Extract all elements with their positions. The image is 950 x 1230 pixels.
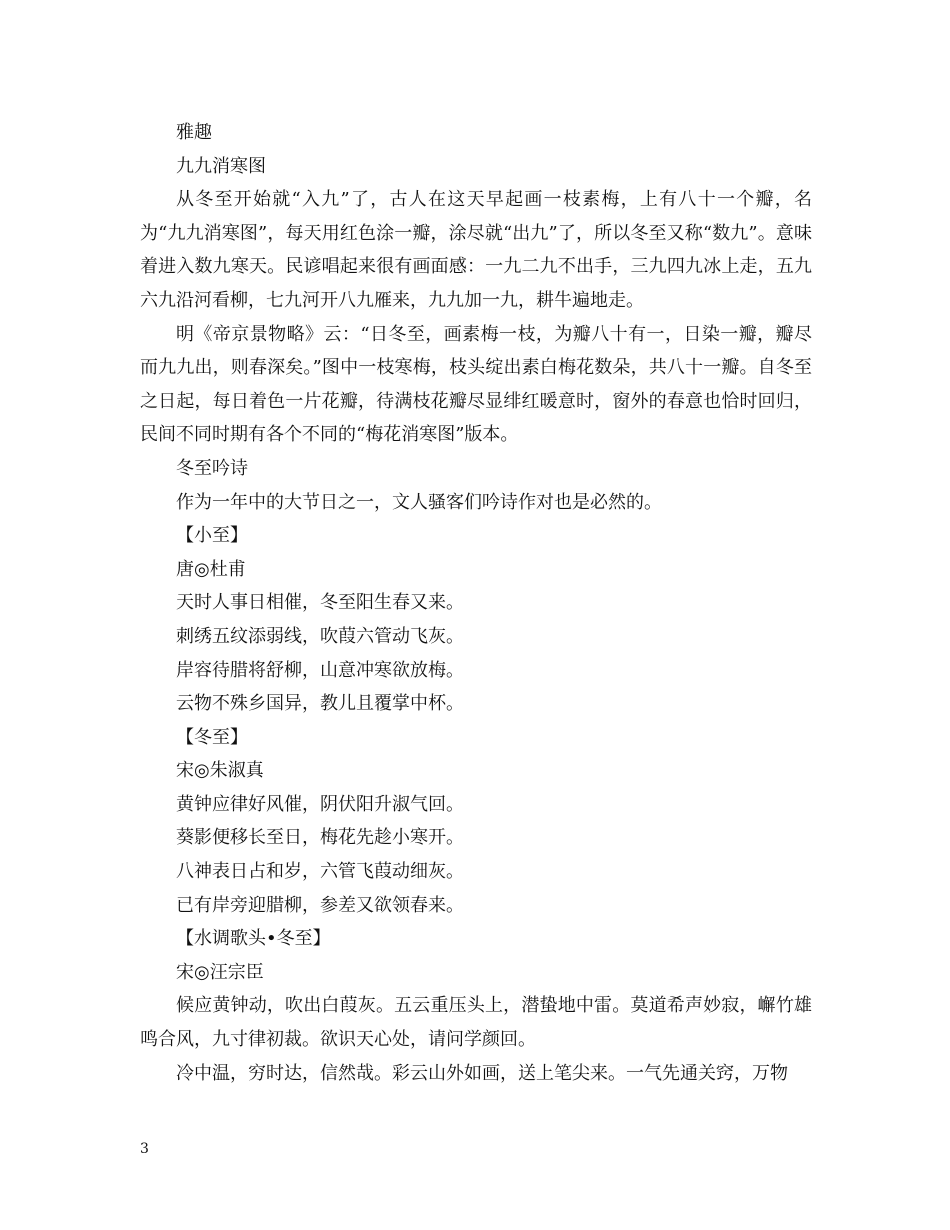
subheading-jiujiu-xiaohantu: 九九消寒图 bbox=[176, 155, 266, 177]
poem-line: 天时人事日相催，冬至阳生春又来。 bbox=[176, 592, 464, 614]
paragraph-intro-poems: 作为一年中的大节日之一，文人骚客们吟诗作对也是必然的。 bbox=[176, 491, 662, 513]
poem-author-wangzongchen: 宋◎汪宗臣 bbox=[176, 961, 264, 983]
poem-title-dongzhi: 【冬至】 bbox=[176, 726, 248, 748]
poem-line: 已有岸旁迎腊柳，参差又欲领春来。 bbox=[176, 894, 464, 916]
poem-line: 八神表日占和岁，六管飞葭动细灰。 bbox=[176, 861, 464, 883]
section-heading-yaqu: 雅趣 bbox=[176, 122, 212, 143]
poem-line: 黄钟应律好风催，阴伏阳升淑气回。 bbox=[176, 793, 464, 815]
subheading-dongzhi-yinshi: 冬至吟诗 bbox=[176, 457, 248, 479]
poem-line: 云物不殊乡国异，教儿且覆掌中杯。 bbox=[176, 693, 464, 715]
page-number: 3 bbox=[140, 1141, 149, 1157]
poem-title-xiaozhi: 【小至】 bbox=[176, 525, 248, 547]
poem-author-dufu: 唐◎杜甫 bbox=[176, 558, 246, 580]
document-body bbox=[140, 116, 812, 1090]
poem-title-shuidiao-getou: 【水调歌头•冬至】 bbox=[176, 928, 331, 950]
paragraph-shujiu: 从冬至开始就“入九”了，古人在这天早起画一枝素梅，上有八十一个瓣，名为“九九消寒图”，每天用红色涂一瓣，涂尽就“出九”了，所以冬至又称“数九”。意味着进入数九寒天。民谚唱起来很有画面感：一九二九不出手，三九四九冰上走，五九六九沿河看柳，七九河开八九雁来，九九加一九，耕牛遍地走。 bbox=[140, 189, 812, 311]
ci-stanza-2: 冷中温，穷时达，信然哉。彩云山外如画，送上笔尖来。一气先通关窍，万物 bbox=[176, 1062, 788, 1084]
poem-line: 刺绣五纹添弱线，吹葭六管动飞灰。 bbox=[176, 625, 464, 647]
poem-line: 岸容待腊将舒柳，山意冲寒欲放梅。 bbox=[176, 659, 464, 681]
paragraph-dijing-jingwulue: 明《帝京景物略》云：“日冬至，画素梅一枝，为瓣八十有一，日染一瓣，瓣尽而九九出，则春深矣。”图中一枝寒梅，枝头绽出素白梅花数朵，共八十一瓣。自冬至之日起，每日着色一片花瓣，待满枝花瓣尽显绯红暖意时，窗外的春意也恰时回归，民间不同时期有各个不同的“梅花消寒图”版本。 bbox=[140, 323, 812, 446]
poem-line: 葵影便移长至日，梅花先趁小寒开。 bbox=[176, 827, 464, 849]
poem-author-zhushuzhen: 宋◎朱淑真 bbox=[176, 760, 264, 782]
ci-stanza-1: 候应黄钟动，吹出白葭灰。五云重压头上，潜蛰地中雷。莫道希声妙寂，嶰竹雄鸣合风，九寸律初裁。欲识天心处，请问学颜回。 bbox=[140, 995, 812, 1051]
